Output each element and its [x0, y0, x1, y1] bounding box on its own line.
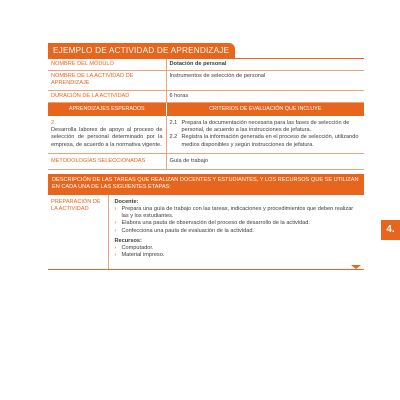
criterio-text: Prepara la documentación necesaria para las fases de selección de personal, de acuerdo a las instrucciones de jefatura. — [181, 120, 350, 134]
criterio-text: Registra la información generada en el proceso de selección, utilizando medios disponibles y según instrucciones de jefatura. — [181, 134, 359, 148]
docente-item — [115, 220, 361, 227]
docente-label: Docente: — [114, 198, 139, 205]
criterio-number: 2.1 — [169, 120, 178, 127]
docente-item — [115, 228, 361, 235]
description-heading: DESCRIPCIÓN DE LAS TAREAS QUE REALIZAN DOCENTES Y ESTUDIANTES, Y LOS RECURSOS QUE SE UTILIZAN EN CADA UNA DE LAS SIGUIENTES ETAPAS: — [48, 174, 364, 195]
column-aprendizajes: APRENDIZAJES ESPERADOS — [48, 102, 166, 116]
recursos-label: Recursos: — [114, 237, 142, 244]
description-header — [48, 174, 364, 195]
column-criterios: CRITERIOS DE EVALUACIÓN QUE INCLUYE — [166, 102, 364, 116]
value-modulo: Dotación de personal — [166, 59, 364, 71]
row-modulo — [48, 59, 364, 71]
preparacion-cell — [108, 195, 364, 270]
aprendizaje-cell — [48, 116, 166, 153]
recurso-item — [115, 252, 361, 259]
activity-sheet — [48, 40, 364, 270]
bullet-icon: › — [114, 220, 117, 227]
recurso-item-text: Material impreso. — [121, 252, 165, 259]
criterios-cell — [166, 116, 364, 153]
criterio-item — [170, 120, 362, 134]
triangle-down-icon — [351, 265, 361, 269]
page-title: EJEMPLO DE ACTIVIDAD DE APRENDIZAJE — [48, 43, 235, 58]
description-table — [48, 174, 364, 270]
recurso-item-text: Computador. — [121, 245, 154, 252]
aprendizaje-text: Desarrolla labores de apoyo al proceso de selección de personal determinado por la empresa, de acuerdo a la normativa vigente. — [51, 127, 163, 148]
value-actividad: Instrumentos de selección de personal — [166, 71, 364, 90]
bullet-icon: › — [114, 227, 117, 234]
row-duracion — [48, 90, 364, 102]
bullet-icon: › — [114, 206, 117, 213]
docente-item-text: Elabora una pauta de observación del proceso de desarrollo de la actividad. — [121, 220, 310, 227]
docente-item-text: Prepara una guía de trabajo con las tareas, indicaciones y procedimientos que deben realizar las y los estudiantes. — [121, 206, 354, 220]
section-tab: 4. — [381, 220, 400, 240]
criterio-number: 2.2 — [169, 134, 178, 141]
columns-header — [48, 102, 364, 116]
bullet-icon: › — [114, 245, 117, 252]
value-duracion: 6 horas — [166, 90, 364, 102]
activity-table — [48, 59, 364, 170]
label-duracion: DURACIÓN DE LA ACTIVIDAD — [48, 90, 166, 102]
row-preparacion — [48, 195, 364, 270]
docente-item — [115, 206, 361, 220]
row-metodologias — [48, 153, 364, 169]
bullet-icon: › — [114, 252, 117, 259]
label-preparacion: PREPARACIÓN DE LA ACTIVIDAD — [48, 195, 108, 270]
label-modulo: NOMBRE DEL MÓDULO — [48, 59, 166, 71]
criterio-item — [170, 134, 362, 148]
recurso-item — [115, 245, 361, 252]
label-metodologias: METODOLOGÍAS SELECCIONADAS — [48, 153, 166, 169]
label-actividad: NOMBRE DE LA ACTIVIDAD DE APRENDIZAJE — [48, 71, 166, 90]
value-metodologias: Guía de trabajo — [166, 153, 364, 169]
aprendizaje-number: 2. — [51, 120, 56, 127]
row-actividad — [48, 71, 364, 90]
row-aprendizaje — [48, 116, 364, 153]
docente-item-text: Confecciona una pauta de evaluación de la actividad. — [121, 227, 254, 234]
